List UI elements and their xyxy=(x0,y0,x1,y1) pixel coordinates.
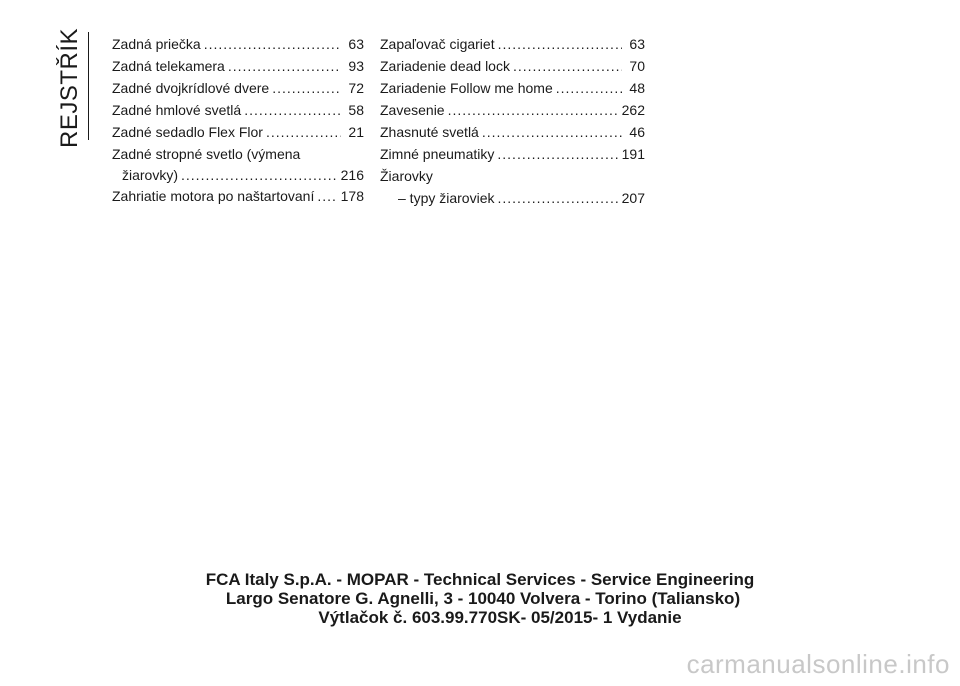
entry-title: Zahriatie motora po naštartovaní xyxy=(112,188,315,204)
index-title: REJSTŘÍK xyxy=(56,27,83,148)
entry-page: 58 xyxy=(348,102,364,118)
footer-address: Largo Senatore G. Agnelli, 3 - 10040 Volvera - Torino (Taliansko) xyxy=(225,589,741,608)
index-entry xyxy=(112,55,364,77)
entry-page: 63 xyxy=(348,36,364,52)
index-entry xyxy=(380,143,645,165)
index-column-right xyxy=(380,33,645,209)
entry-page: 72 xyxy=(348,80,364,96)
leader-dots xyxy=(513,55,622,77)
index-entry xyxy=(112,165,364,185)
leader-dots xyxy=(497,143,618,165)
leader-dots xyxy=(181,165,338,185)
publisher-footer xyxy=(0,570,960,627)
entry-page: 93 xyxy=(348,58,364,74)
entry-title: Zadné sedadlo Flex Flor xyxy=(112,124,263,140)
leader-dots xyxy=(482,121,622,143)
sidebar-divider xyxy=(88,32,89,140)
watermark: carmanualsonline.info xyxy=(686,649,950,679)
leader-dots xyxy=(497,187,618,209)
index-entry xyxy=(380,99,645,121)
entry-page: 207 xyxy=(621,190,645,206)
index-entry xyxy=(380,77,645,99)
entry-title: Zapaľovač cigariet xyxy=(380,36,495,52)
leader-dots xyxy=(317,185,337,207)
entry-page: 262 xyxy=(621,102,645,118)
entry-page: 46 xyxy=(629,124,645,140)
index-column-left xyxy=(112,33,364,207)
entry-title: Zavesenie xyxy=(380,102,445,118)
entry-title-continuation: žiarovky) xyxy=(122,167,179,183)
entry-page: 70 xyxy=(629,58,645,74)
entry-page: 48 xyxy=(629,80,645,96)
entry-title: Zadné stropné svetlo (výmena xyxy=(112,146,301,162)
leader-dots xyxy=(266,121,341,143)
index-entry xyxy=(112,33,364,55)
entry-title: Zadné dvojkrídlové dvere xyxy=(112,80,270,96)
footer-print-number: Výtlačok č. 603.99.770SK- 05/2015- 1 Vydanie xyxy=(318,608,682,627)
entry-page: 191 xyxy=(621,146,645,162)
entry-page: 216 xyxy=(340,167,364,183)
entry-title: Zadná telekamera xyxy=(112,58,225,74)
leader-dots xyxy=(272,77,341,99)
entry-page: 178 xyxy=(340,188,364,204)
index-entry xyxy=(112,77,364,99)
index-entry xyxy=(112,121,364,143)
entry-title: Zhasnuté svetlá xyxy=(380,124,479,140)
index-entry xyxy=(380,121,645,143)
entry-page: 21 xyxy=(348,124,364,140)
entry-title: Zadná priečka xyxy=(112,36,201,52)
entry-page: 63 xyxy=(629,36,645,52)
index-entry xyxy=(112,185,364,207)
entry-title: Zimné pneumatiky xyxy=(380,146,495,162)
entry-title: Zariadenie dead lock xyxy=(380,58,510,74)
index-entry xyxy=(112,99,364,121)
footer-company: FCA Italy S.p.A. - MOPAR - Technical Services - Service Engineering xyxy=(205,570,755,589)
entry-title: Zariadenie Follow me home xyxy=(380,80,553,96)
entry-subtitle: – typy žiaroviek xyxy=(398,190,495,206)
leader-dots xyxy=(448,99,619,121)
leader-dots xyxy=(498,33,622,55)
index-subentry xyxy=(380,187,645,209)
leader-dots xyxy=(204,33,341,55)
leader-dots xyxy=(244,99,341,121)
leader-dots xyxy=(228,55,341,77)
leader-dots xyxy=(556,77,622,99)
entry-title: Zadné hmlové svetlá xyxy=(112,102,242,118)
index-entry xyxy=(380,55,645,77)
index-entry xyxy=(380,33,645,55)
entry-title: Žiarovky xyxy=(380,168,433,184)
